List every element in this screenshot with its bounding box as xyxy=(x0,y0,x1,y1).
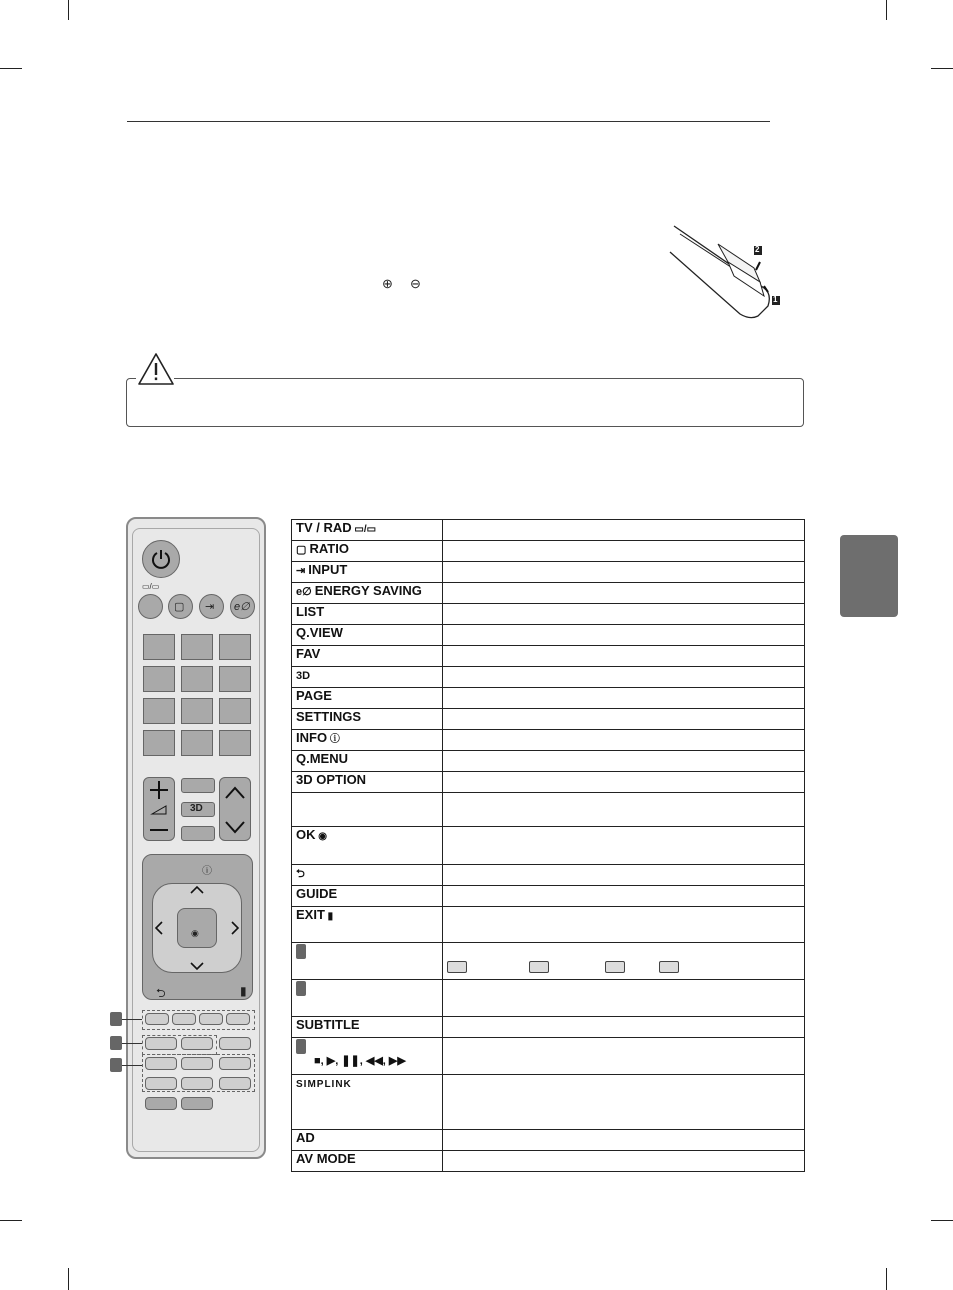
exit-icon[interactable]: ▮ xyxy=(240,984,247,998)
number-button[interactable] xyxy=(143,666,175,692)
row-key-label: Q.VIEW xyxy=(296,625,343,640)
row-key-label: RATIO xyxy=(309,541,349,556)
row-key-label: AV MODE xyxy=(296,1151,356,1166)
table-row xyxy=(292,886,805,907)
crop-mark xyxy=(0,1220,22,1221)
number-button[interactable] xyxy=(181,698,213,724)
stop-button[interactable] xyxy=(145,1057,177,1070)
table-row xyxy=(292,688,805,709)
section-tab xyxy=(840,535,898,617)
row-value xyxy=(443,667,805,688)
q-view-button[interactable] xyxy=(219,730,251,756)
table-row xyxy=(292,730,805,751)
row-key xyxy=(292,1151,443,1172)
row-key-label: FAV xyxy=(296,646,321,661)
row-value xyxy=(443,583,805,604)
crop-mark xyxy=(68,1268,69,1290)
red-key[interactable] xyxy=(145,1013,169,1025)
callout-marker-2 xyxy=(110,1036,122,1050)
av-mode-button[interactable] xyxy=(181,1097,213,1110)
row-key xyxy=(292,751,443,772)
table-row xyxy=(292,1130,805,1151)
minus-symbol: ⊖ xyxy=(410,276,421,291)
row-key xyxy=(292,562,443,583)
3d-icon: 3D xyxy=(296,670,311,682)
row-key-label: EXIT xyxy=(296,907,325,922)
row-key xyxy=(292,646,443,667)
row-value xyxy=(443,793,805,827)
t-opt-button[interactable] xyxy=(181,1037,213,1050)
row-key xyxy=(292,541,443,562)
ratio-icon: ▢ xyxy=(296,544,310,556)
plus-symbol: ⊕ xyxy=(382,276,393,291)
exit-icon: ▮ xyxy=(324,911,334,922)
callout-marker-1-icon xyxy=(296,944,306,959)
list-button[interactable] xyxy=(143,730,175,756)
table-row xyxy=(292,667,805,688)
row-key-label: INPUT xyxy=(308,562,348,577)
green-key[interactable] xyxy=(172,1013,196,1025)
row-value xyxy=(443,1038,805,1075)
table-row xyxy=(292,907,805,943)
row-key xyxy=(292,886,443,907)
3d-icon: 3D xyxy=(190,803,203,814)
row-value xyxy=(443,943,805,980)
playback-symbols: ■, ▶, ❚❚, ◀◀, ▶▶ xyxy=(314,1055,406,1068)
tv-rad-icon: ▭/▭ xyxy=(142,582,160,591)
row-value xyxy=(443,646,805,667)
number-button[interactable] xyxy=(219,634,251,660)
input-icon: ⇥ xyxy=(205,601,215,613)
info-icon: ⓘ xyxy=(202,866,212,877)
energy-saving-icon: e∅ xyxy=(234,601,250,613)
number-button[interactable] xyxy=(181,666,213,692)
row-key xyxy=(292,827,443,865)
row-value xyxy=(443,827,805,865)
row-key xyxy=(292,583,443,604)
crop-mark xyxy=(886,1268,887,1290)
crop-mark xyxy=(931,68,953,69)
row-key xyxy=(292,793,443,827)
input-icon: ⇥ xyxy=(296,565,309,577)
number-button[interactable] xyxy=(143,698,175,724)
battery-cover-illustration xyxy=(668,222,786,322)
row-key-label: LIST xyxy=(296,604,325,619)
volume-icons xyxy=(146,780,172,838)
step-1-label: 1 xyxy=(773,295,778,304)
back-icon[interactable]: ⮌ xyxy=(156,986,166,1000)
table-row xyxy=(292,772,805,793)
tv-rad-icon: ▭/▭ xyxy=(351,524,377,535)
table-row xyxy=(292,1151,805,1172)
table-row xyxy=(292,604,805,625)
number-button[interactable] xyxy=(219,666,251,692)
caution-divider xyxy=(174,378,348,379)
crop-mark xyxy=(931,1220,953,1221)
rewind-button[interactable] xyxy=(145,1077,177,1090)
simplink-button[interactable] xyxy=(219,1077,251,1090)
row-value xyxy=(443,730,805,751)
row-value xyxy=(443,541,805,562)
energy-saving-icon: e∅ xyxy=(296,586,315,598)
row-value xyxy=(443,1017,805,1038)
number-button[interactable] xyxy=(143,634,175,660)
row-key xyxy=(292,667,443,688)
row-key xyxy=(292,604,443,625)
ratio-icon: ▢ xyxy=(174,601,185,613)
red-key-icon xyxy=(447,961,467,973)
row-key-label: 3D OPTION xyxy=(296,772,367,787)
caution-box xyxy=(126,378,804,427)
table-row xyxy=(292,562,805,583)
ok-icon: ◉ xyxy=(191,928,199,938)
yellow-key-icon xyxy=(605,961,625,973)
row-key xyxy=(292,625,443,646)
row-value xyxy=(443,625,805,646)
number-button[interactable] xyxy=(181,730,213,756)
fav-button[interactable] xyxy=(181,778,215,793)
row-key-label: SETTINGS xyxy=(296,709,362,724)
table-row xyxy=(292,1017,805,1038)
row-value xyxy=(443,1151,805,1172)
play-button[interactable] xyxy=(181,1057,213,1070)
mute-button[interactable] xyxy=(181,826,215,841)
callout-marker-1 xyxy=(110,1012,122,1026)
row-key xyxy=(292,1038,443,1075)
row-key xyxy=(292,709,443,730)
table-row xyxy=(292,583,805,604)
table-row xyxy=(292,625,805,646)
table-row xyxy=(292,943,805,980)
callout-marker-3 xyxy=(110,1058,122,1072)
row-value xyxy=(443,772,805,793)
row-key xyxy=(292,1075,443,1130)
table-row xyxy=(292,793,805,827)
table-row xyxy=(292,1038,805,1075)
row-key-label: ENERGY SAVING xyxy=(314,583,422,598)
table-row xyxy=(292,827,805,865)
warning-triangle-icon xyxy=(137,352,175,386)
table-row xyxy=(292,980,805,1017)
row-key-label: AD xyxy=(296,1130,315,1145)
row-key xyxy=(292,772,443,793)
row-key-label: TV / RAD xyxy=(296,520,352,535)
green-key-icon xyxy=(529,961,549,973)
color-key-chips xyxy=(447,961,800,973)
table-row xyxy=(292,520,805,541)
row-value xyxy=(443,709,805,730)
header-rule xyxy=(127,121,770,122)
row-key xyxy=(292,943,443,980)
row-value xyxy=(443,907,805,943)
crop-mark xyxy=(68,0,69,20)
table-row xyxy=(292,751,805,772)
table-row xyxy=(292,1075,805,1130)
blue-key-icon xyxy=(659,961,679,973)
row-key xyxy=(292,1017,443,1038)
table-row xyxy=(292,709,805,730)
arrow-icons xyxy=(152,883,242,973)
fast-forward-button[interactable] xyxy=(181,1077,213,1090)
number-button[interactable] xyxy=(181,634,213,660)
row-key-label: INFO xyxy=(296,730,328,745)
table-row xyxy=(292,646,805,667)
row-key-label: GUIDE xyxy=(296,886,338,901)
row-value xyxy=(443,865,805,886)
simplink-icon: SIMPLINK xyxy=(296,1079,352,1090)
row-value xyxy=(443,751,805,772)
ok-icon: ◉ xyxy=(315,831,328,842)
row-value xyxy=(443,886,805,907)
row-value xyxy=(443,1075,805,1130)
row-key xyxy=(292,1130,443,1151)
power-icon xyxy=(150,548,172,570)
yellow-key[interactable] xyxy=(199,1013,223,1025)
row-key-label: PAGE xyxy=(296,688,332,703)
ad-button[interactable] xyxy=(145,1097,177,1110)
row-key xyxy=(292,688,443,709)
crop-mark xyxy=(0,68,22,69)
row-key xyxy=(292,980,443,1017)
row-value xyxy=(443,520,805,541)
blue-key[interactable] xyxy=(226,1013,250,1025)
row-key-label: SUBTITLE xyxy=(296,1017,360,1032)
text-button[interactable] xyxy=(145,1037,177,1050)
program-icons xyxy=(222,782,248,838)
row-value xyxy=(443,1130,805,1151)
tv-rad-button[interactable] xyxy=(138,594,163,619)
row-value xyxy=(443,604,805,625)
step-2-label: 2 xyxy=(755,245,760,254)
button-function-table xyxy=(291,519,805,1172)
row-key xyxy=(292,907,443,943)
number-button[interactable] xyxy=(219,698,251,724)
row-key-label: Q.MENU xyxy=(296,751,348,766)
pause-button[interactable] xyxy=(219,1057,251,1070)
row-key xyxy=(292,730,443,751)
crop-mark xyxy=(886,0,887,20)
row-key-label: OK xyxy=(296,827,316,842)
info-icon: ⓘ xyxy=(327,734,340,745)
subtitle-button[interactable] xyxy=(219,1037,251,1050)
row-value xyxy=(443,562,805,583)
back-icon: ⮌ xyxy=(296,868,305,880)
table-row xyxy=(292,865,805,886)
row-key xyxy=(292,520,443,541)
callout-marker-2-icon xyxy=(296,981,306,996)
callout-marker-3-icon xyxy=(296,1039,306,1054)
table-row xyxy=(292,541,805,562)
row-value xyxy=(443,980,805,1017)
row-value xyxy=(443,688,805,709)
row-key xyxy=(292,865,443,886)
